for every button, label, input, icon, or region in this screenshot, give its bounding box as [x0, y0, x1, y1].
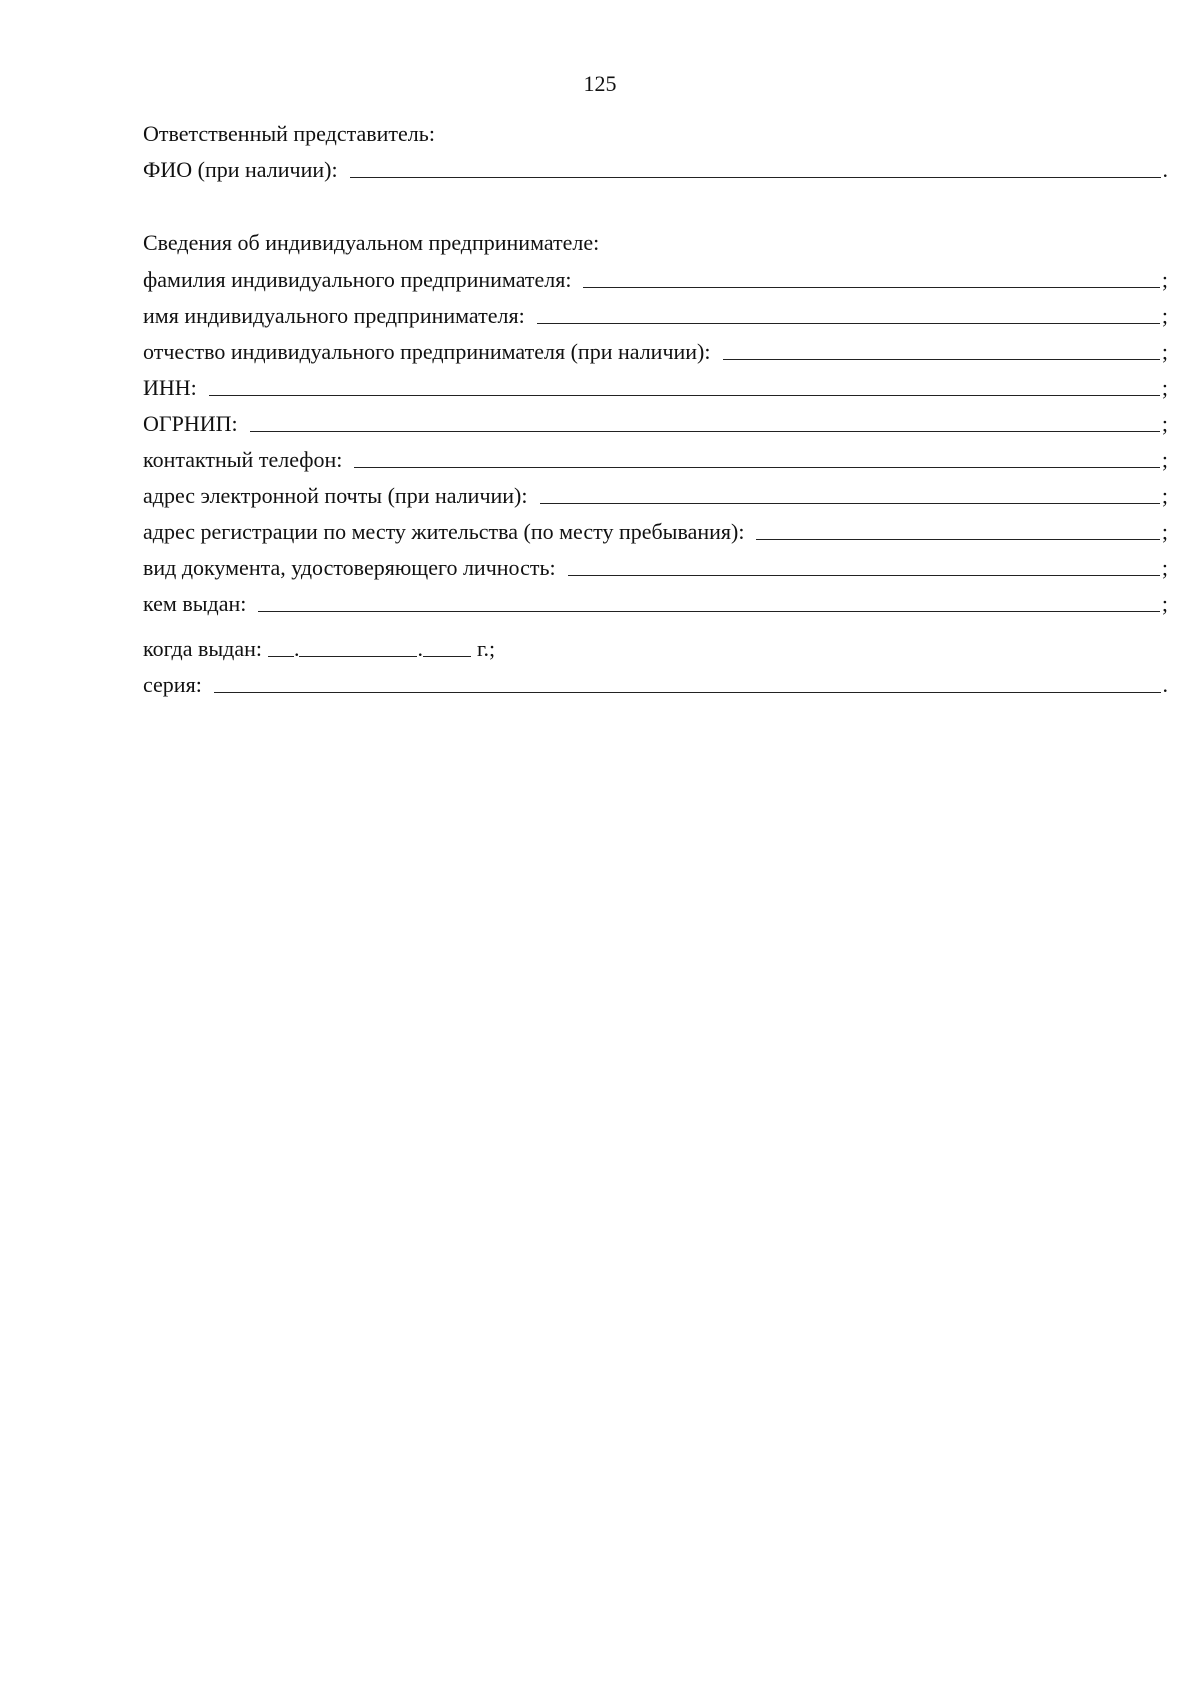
phone-blank[interactable]	[354, 445, 1160, 468]
series-end: .	[1162, 672, 1168, 697]
ogrnip-label: ОГРНИП:	[143, 411, 238, 436]
issued-month-blank[interactable]	[299, 634, 417, 657]
surname-field	[143, 262, 1168, 294]
registration-address-label: адрес регистрации по месту жительства (по месту пребывания):	[143, 519, 745, 544]
id-document-type-end: ;	[1161, 555, 1168, 580]
patronymic-blank[interactable]	[723, 337, 1160, 360]
inn-field	[143, 370, 1168, 402]
surname-blank[interactable]	[583, 265, 1159, 288]
ogrnip-end: ;	[1161, 411, 1168, 436]
phone-label: контактный телефон:	[143, 447, 343, 472]
issued-day-blank[interactable]	[268, 634, 294, 657]
series-blank[interactable]	[214, 670, 1161, 693]
email-blank[interactable]	[540, 481, 1160, 504]
patronymic-label: отчество индивидуального предпринимателя (при наличии):	[143, 339, 711, 364]
issued-by-label: кем выдан:	[143, 591, 247, 616]
issued-year-blank[interactable]	[423, 634, 471, 657]
issued-by-field	[143, 586, 1168, 618]
name-blank[interactable]	[537, 301, 1160, 324]
inn-end: ;	[1161, 375, 1168, 400]
id-document-type-label: вид документа, удостоверяющего личность:	[143, 555, 556, 580]
fio-end: .	[1162, 157, 1168, 182]
inn-blank[interactable]	[209, 373, 1160, 396]
phone-end: ;	[1161, 447, 1168, 472]
inn-label: ИНН:	[143, 375, 197, 400]
id-document-type-blank[interactable]	[568, 553, 1160, 576]
registration-address-blank[interactable]	[756, 517, 1159, 540]
issued-date-separator-1: .	[293, 636, 300, 661]
issued-date-field	[143, 631, 495, 663]
registration-address-end: ;	[1161, 519, 1168, 544]
name-field	[143, 298, 1168, 330]
page-number: 125	[583, 71, 617, 96]
name-label: имя индивидуального предпринимателя:	[143, 303, 525, 328]
id-document-type-field	[143, 550, 1168, 582]
issued-date-label: когда выдан:	[143, 636, 262, 661]
ogrnip-field	[143, 406, 1168, 438]
surname-end: ;	[1161, 267, 1168, 292]
entrepreneur-heading: Сведения об индивидуальном предпринимателе:	[143, 230, 600, 255]
name-end: ;	[1161, 303, 1168, 328]
registration-address-field	[143, 514, 1168, 546]
series-field	[143, 667, 1168, 699]
issued-date-suffix: г.;	[476, 636, 496, 661]
patronymic-field	[143, 334, 1168, 366]
issued-by-blank[interactable]	[258, 589, 1160, 612]
fio-field	[143, 152, 1168, 184]
patronymic-end: ;	[1161, 339, 1168, 364]
email-end: ;	[1161, 483, 1168, 508]
phone-field	[143, 442, 1168, 474]
issued-by-end: ;	[1161, 591, 1168, 616]
fio-blank[interactable]	[350, 155, 1161, 178]
email-field	[143, 478, 1168, 510]
ogrnip-blank[interactable]	[250, 409, 1160, 432]
issued-date-separator-2: .	[417, 636, 423, 661]
representative-heading: Ответственный представитель:	[143, 121, 435, 146]
fio-label: ФИО (при наличии):	[143, 157, 338, 182]
surname-label: фамилия индивидуального предпринимателя:	[143, 267, 572, 292]
email-label: адрес электронной почты (при наличии):	[143, 483, 528, 508]
series-label: серия:	[143, 672, 202, 697]
